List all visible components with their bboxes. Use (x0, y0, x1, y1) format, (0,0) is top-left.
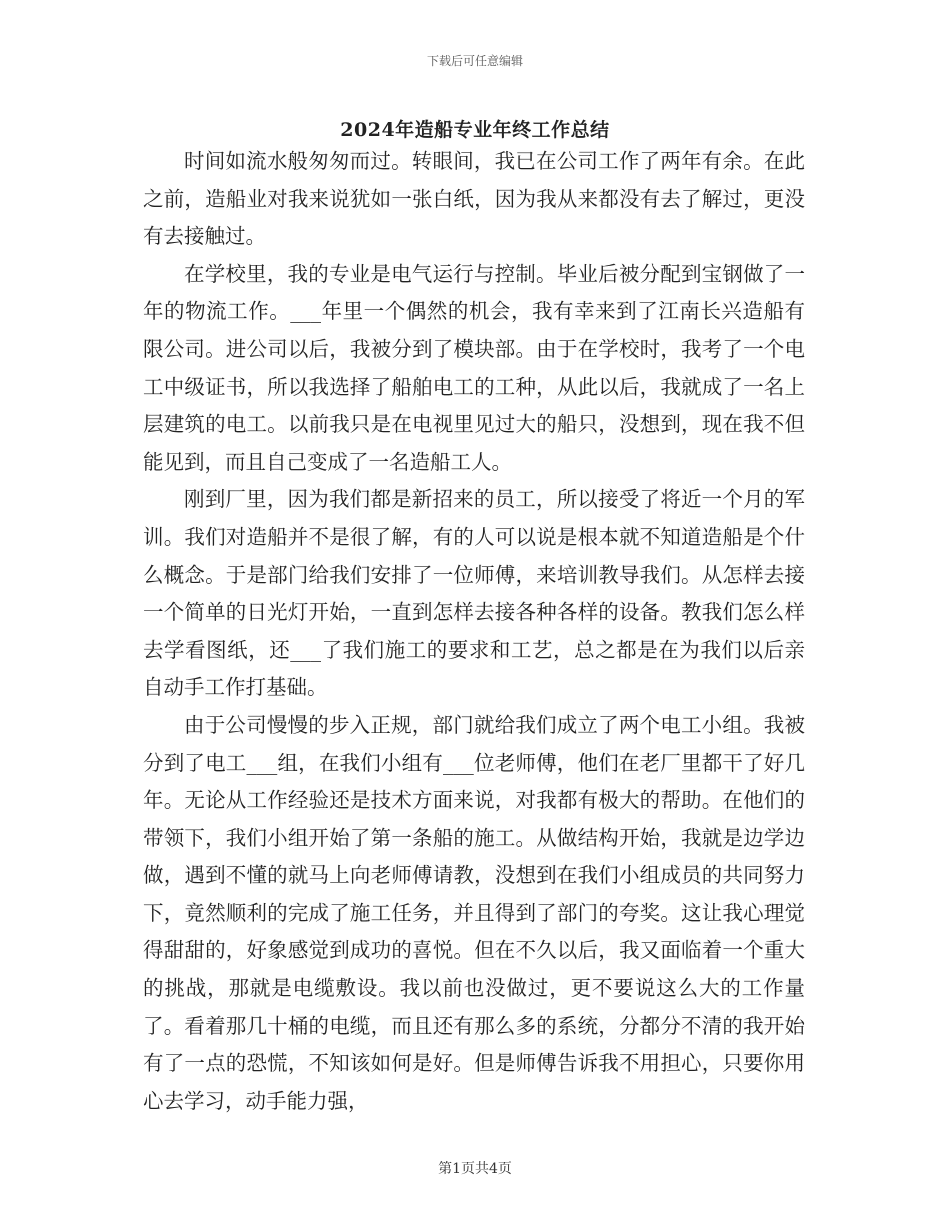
paragraph: 时间如流水般匆匆而过。转眼间，我已在公司工作了两年有余。在此之前，造船业对我来说犹如一张白纸，因为我从来都没有去了解过，更没有去接触过。 (143, 149, 805, 249)
paragraph: 刚到厂里，因为我们都是新招来的员工，所以接受了将近一个月的军训。我们对造船并不是很了解，有的人可以说是根本就不知道造船是个什么概念。于是部门给我们安排了一位师傅，来培训教导我们。从怎样去接一个简单的日光灯开始，一直到怎样去接各种各样的设备。教我们怎么样去学看图纸，还___了我们施工的要求和工艺，总之都是在为我们以后亲自动手工作打基础。 (143, 487, 805, 700)
document-body (143, 143, 805, 1120)
document-title: 2024年造船专业年终工作总结 (340, 119, 610, 141)
page-number-footer: 第1页共4页 (438, 1161, 512, 1177)
page-header-note: 下载后可任意编辑 (426, 54, 523, 68)
paragraph: 在学校里，我的专业是电气运行与控制。毕业后被分配到宝钢做了一年的物流工作。___年里一个偶然的机会，我有幸来到了江南长兴造船有限公司。进公司以后，我被分到了模块部。由于在学校时，我考了一个电工中级证书，所以我选择了船舶电工的工种，从此以后，我就成了一名上层建筑的电工。以前我只是在电视里见过大的船只，没想到，现在我不但能见到，而且自己变成了一名造船工人。 (143, 261, 805, 474)
paragraph: 由于公司慢慢的步入正规，部门就给我们成立了两个电工小组。我被分到了电工___组，在我们小组有___位老师傅，他们在老厂里都干了好几年。无论从工作经验还是技术方面来说，对我都有极大的帮助。在他们的带领下，我们小组开始了第一条船的施工。从做结构开始，我就是边学边做，遇到不懂的就马上向老师傅请教，没想到在我们小组成员的共同努力下，竟然顺利的完成了施工任务，并且得到了部门的夸奖。这让我心理觉得甜甜的，好象感觉到成功的喜悦。但在不久以后，我又面临着一个重大的挑战，那就是电缆敷设。我以前也没做过，更不要说这么大的工作量了。看着那几十桶的电缆，而且还有那么多的系统，分都分不清的我开始有了一点的恐慌，不知该如何是好。但是师傅告诉我不用担心，只要你用心去学习，动手能力强， (143, 712, 805, 1113)
